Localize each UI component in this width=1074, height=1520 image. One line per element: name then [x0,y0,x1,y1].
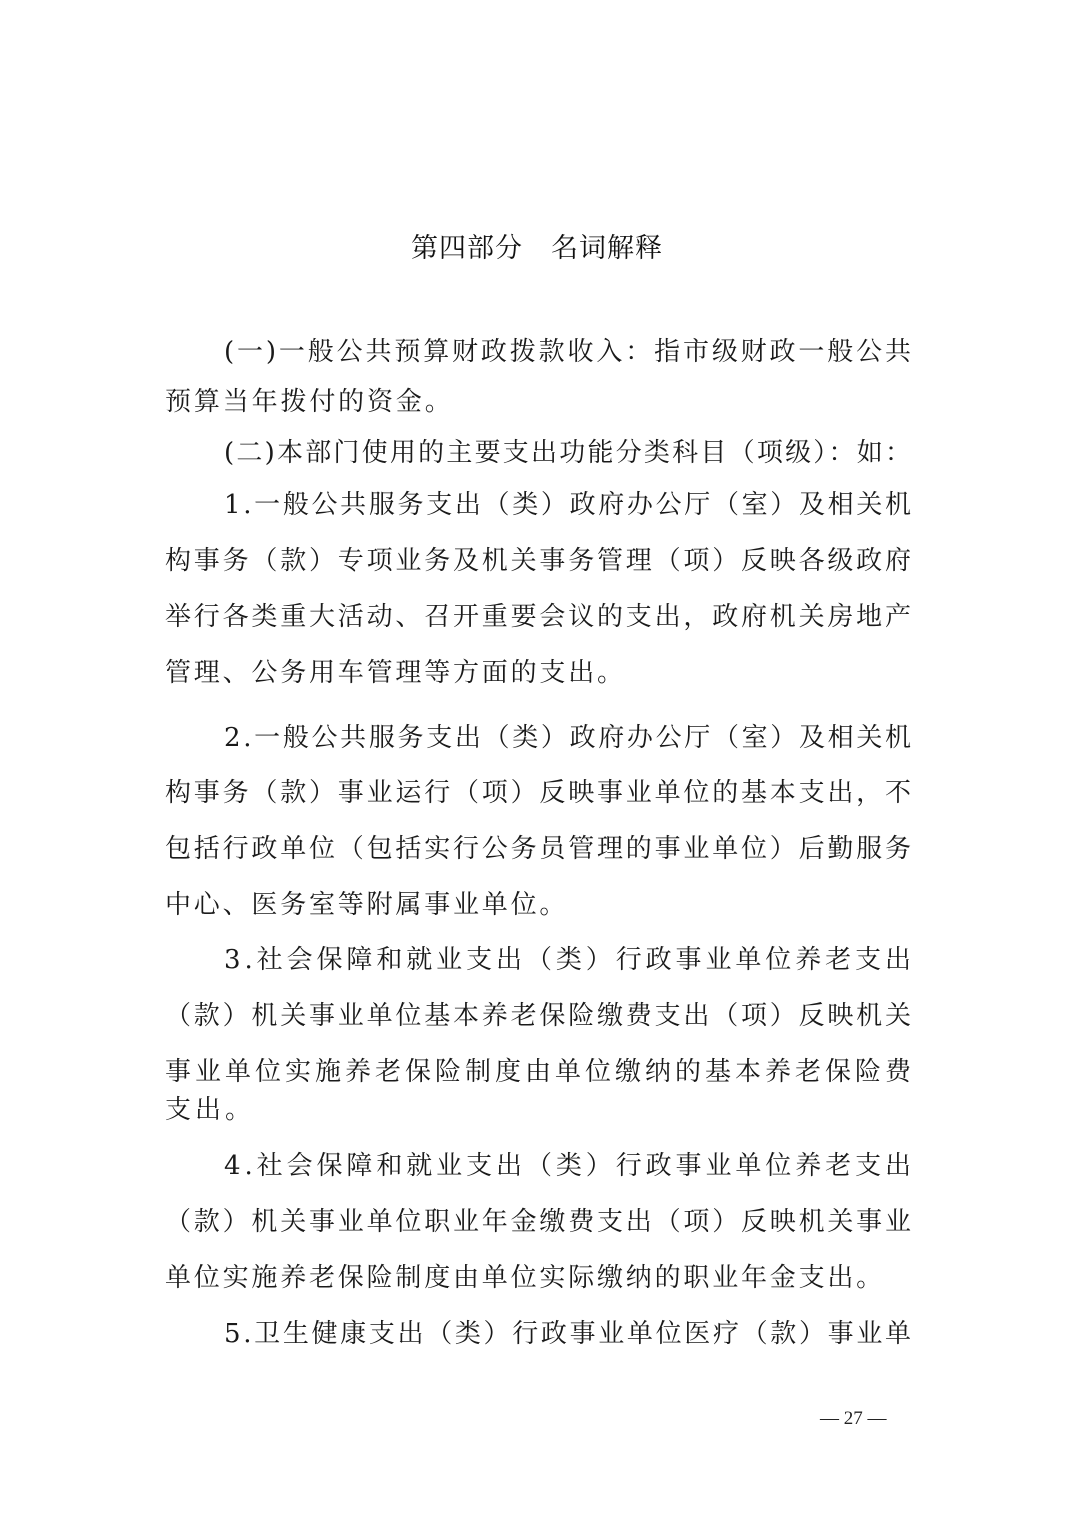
paragraph-line: 3.社会保障和就业支出（类）行政事业单位养老支出 [224,945,915,975]
paragraph-line: 支出。 [165,1095,255,1125]
paragraph-line: （款）机关事业单位职业年金缴费支出（项）反映机关事业 [165,1207,914,1237]
paragraph-line: 5.卫生健康支出（类）行政事业单位医疗（款）事业单 [224,1319,914,1349]
paragraph-line: 构事务（款）事业运行（项）反映事业单位的基本支出，不 [165,778,914,808]
paragraph-line: 4.社会保障和就业支出（类）行政事业单位养老支出 [224,1151,915,1181]
paragraph-line: 举行各类重大活动、召开重要会议的支出，政府机关房地产 [165,602,914,632]
paragraph-line: （款）机关事业单位基本养老保险缴费支出（项）反映机关 [165,1001,914,1031]
paragraph-line: 预算当年拨付的资金。 [165,387,454,417]
page-number: — 27 — [820,1408,887,1429]
paragraph-line: 包括行政单位（包括实行公务员管理的事业单位）后勤服务 [165,834,914,864]
paragraph-line: (二)本部门使用的主要支出功能分类科目（项级）：如： [224,438,914,468]
paragraph-line: 中心、医务室等附属事业单位。 [165,890,569,920]
section-title: 第四部分 名词解释 [411,233,663,264]
paragraph-line: 单位实施养老保险制度由单位实际缴纳的职业年金支出。 [165,1263,885,1293]
paragraph-line: (一)一般公共预算财政拨款收入：指市级财政一般公共 [224,337,914,367]
paragraph-line: 2.一般公共服务支出（类）政府办公厅（室）及相关机 [224,723,914,753]
paragraph-line: 构事务（款）专项业务及机关事务管理（项）反映各级政府 [165,546,914,576]
paragraph-line: 管理、公务用车管理等方面的支出。 [165,658,626,688]
paragraph-line: 事业单位实施养老保险制度由单位缴纳的基本养老保险费 [165,1057,915,1087]
paragraph-line: 1.一般公共服务支出（类）政府办公厅（室）及相关机 [224,490,914,520]
